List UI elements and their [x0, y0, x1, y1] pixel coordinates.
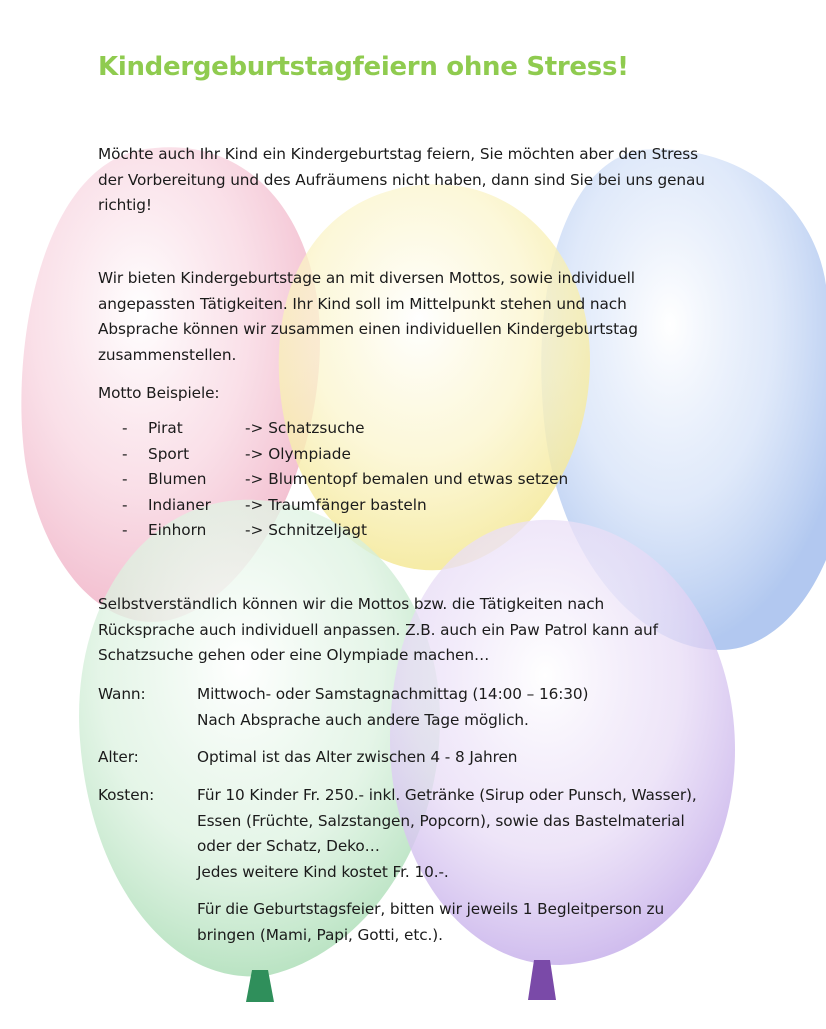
motto-activity: -> Olympiade [245, 444, 351, 463]
intro-paragraph [98, 142, 705, 219]
customization-paragraph [98, 592, 658, 669]
when-label: Wann: [98, 685, 146, 703]
intro-line: Möchte auch Ihr Kind ein Kindergeburtstag feiern, Sie möchten aber den Stress [98, 145, 699, 163]
offer-line: zusammenstellen. [98, 345, 237, 364]
offer-line: angepassten Tätigkeiten. Ihr Kind soll im Mittelpunkt stehen und nach [98, 294, 627, 313]
motto-activity: -> Schatzsuche [245, 419, 365, 437]
cost-line: Essen (Früchte, Salzstangen, Popcorn), sowie das Bastelmaterial [197, 811, 685, 830]
list-bullet: - [122, 521, 128, 539]
age-value [197, 745, 517, 771]
motto-name: Indianer [148, 495, 211, 514]
motto-name: Sport [148, 444, 190, 463]
offer-line: Absprache können wir zusammen einen individuellen Kindergeburtstag [98, 320, 638, 338]
offer-paragraph [98, 266, 638, 368]
companion-value [197, 897, 664, 948]
motto-activity: -> Schnitzeljagt [245, 521, 367, 539]
motto-name: Einhorn [148, 521, 207, 539]
custom-line: Schatzsuche gehen oder eine Olympiade machen… [98, 646, 490, 664]
cost-line: Jedes weitere Kind kostet Fr. 10.-. [197, 862, 449, 881]
companion-line: Für die Geburtstagsfeier, bitten wir jeweils 1 Begleitperson zu [197, 900, 665, 918]
age-label: Alter: [98, 748, 139, 766]
cost-line: Für 10 Kinder Fr. 250.- inkl. Getränke (Sirup oder Punsch, Wasser), [197, 786, 697, 804]
page-title: Kindergeburtstagfeiern ohne Stress! [98, 52, 629, 82]
motto-name: Pirat [148, 419, 183, 437]
intro-line: richtig! [98, 196, 152, 214]
when-value [197, 682, 588, 733]
companion-line: bringen (Mami, Papi, Gotti, etc.). [197, 925, 443, 944]
custom-line: Rücksprache auch individuell anpassen. Z.B. auch ein Paw Patrol kann auf [98, 620, 658, 639]
custom-line: Selbstverständlich können wir die Mottos bzw. die Tätigkeiten nach [98, 595, 605, 613]
list-bullet: - [122, 444, 128, 463]
list-bullet: - [122, 419, 128, 437]
motto-activity: -> Traumfänger basteln [245, 495, 427, 514]
list-bullet: - [122, 470, 128, 488]
cost-value [197, 783, 697, 885]
list-bullet: - [122, 495, 128, 514]
when-line: Nach Absprache auch andere Tage möglich. [197, 710, 529, 729]
when-line: Mittwoch- oder Samstagnachmittag (14:00 – 16:30) [197, 685, 589, 703]
cost-line: oder der Schatz, Deko… [197, 837, 380, 855]
motto-name: Blumen [148, 470, 207, 488]
age-line: Optimal ist das Alter zwischen 4 - 8 Jahren [197, 748, 518, 766]
motto-heading: Motto Beispiele: [98, 384, 220, 402]
motto-activity: -> Blumentopf bemalen und etwas setzen [245, 470, 569, 488]
offer-line: Wir bieten Kindergeburtstage an mit diversen Mottos, sowie individuell [98, 269, 635, 287]
cost-label: Kosten: [98, 786, 155, 804]
intro-line: der Vorbereitung und des Aufräumens nicht haben, dann sind Sie bei uns genau [98, 170, 705, 189]
